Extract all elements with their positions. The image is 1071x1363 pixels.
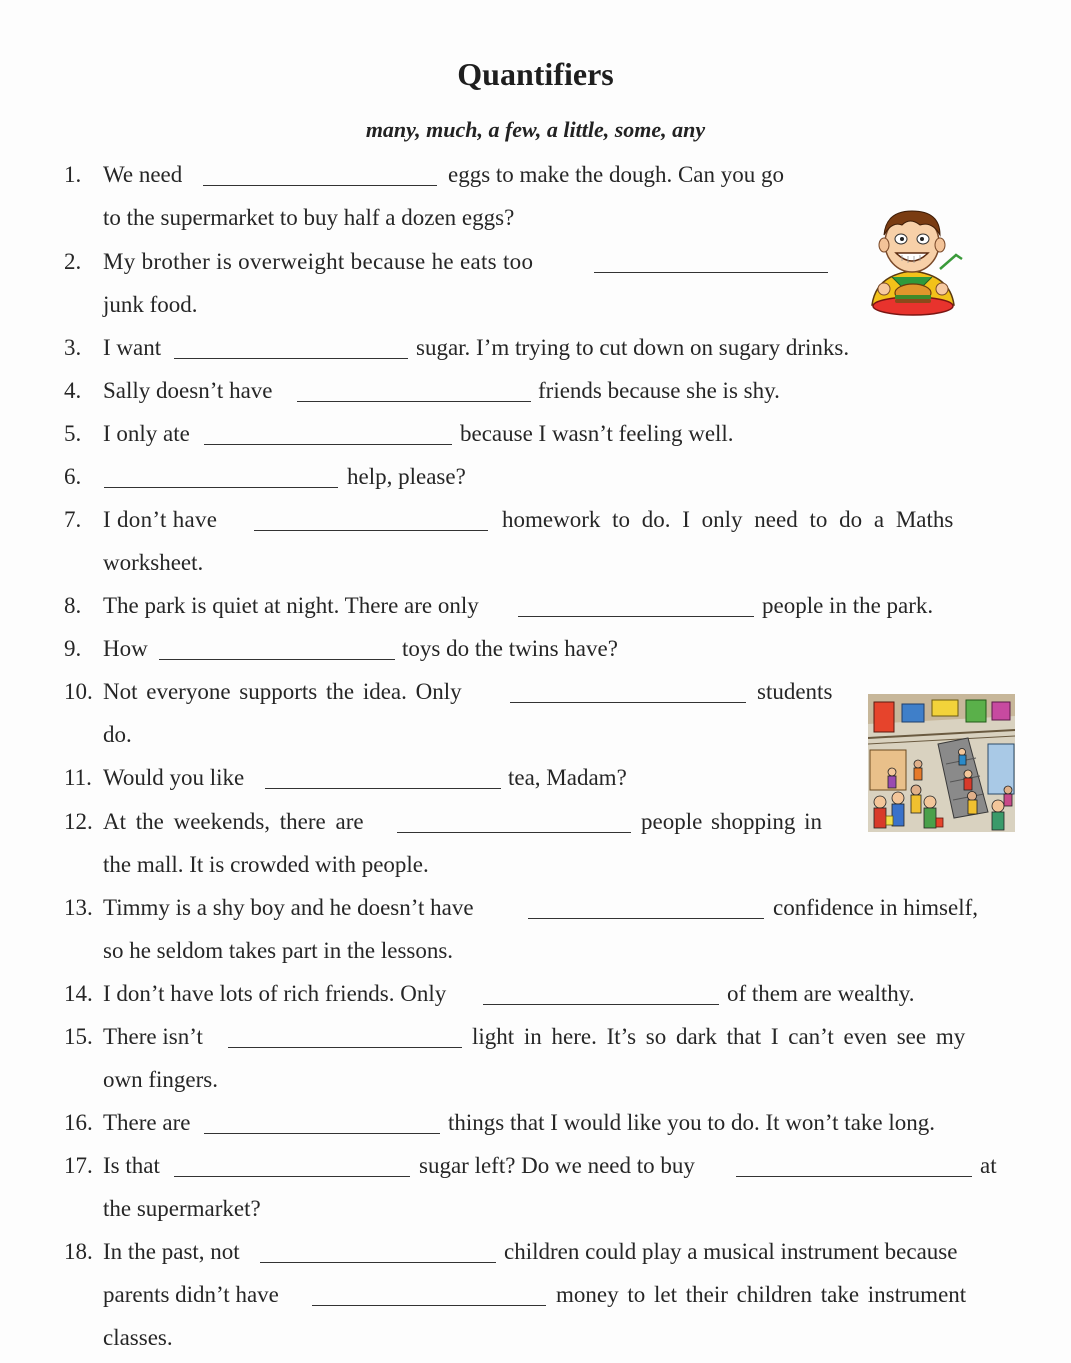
item-text-after: eggs to make the dough. Can you go (448, 162, 785, 187)
answer-blank[interactable] (174, 1156, 410, 1177)
item-text-after: money to let their children take instrument (556, 1282, 967, 1307)
item-number: 3. (64, 335, 82, 360)
item-number: 5. (64, 421, 82, 446)
item-text-after: of them are wealthy. (727, 981, 915, 1006)
item-text-before: There are (103, 1110, 191, 1135)
item-text-after: things that I would like you to do. It won’t take long. (448, 1110, 935, 1135)
item-text-after: confidence in himself, (773, 895, 979, 920)
item-number: 18. (64, 1239, 93, 1264)
item-text-after: children could play a musical instrument because (504, 1239, 958, 1264)
answer-blank[interactable] (397, 812, 631, 833)
item-text-before: Sally doesn’t have (103, 378, 273, 403)
answer-blank-2[interactable] (736, 1156, 972, 1177)
item-text-continued: the supermarket? (103, 1196, 261, 1221)
item-text-after: people shopping in (641, 809, 823, 834)
item-text-after: people in the park. (762, 593, 934, 618)
answer-blank[interactable] (260, 1242, 496, 1263)
item-text-before: How (103, 636, 148, 661)
answer-blank[interactable] (297, 381, 531, 402)
answer-blank[interactable] (228, 1027, 462, 1048)
answer-blank[interactable] (594, 252, 828, 273)
item-number: 6. (64, 464, 82, 489)
item-text-before: In the past, not (103, 1239, 240, 1264)
item-text-before: Timmy is a shy boy and he doesn’t have (103, 895, 474, 920)
item-text-before: There isn’t (103, 1024, 203, 1049)
item-text-before: Would you like (103, 765, 245, 790)
item-text-after: because I wasn’t feeling well. (460, 421, 734, 446)
item-text-before: I don’t have (103, 507, 218, 532)
item-text-before: I only ate (103, 421, 190, 446)
item-text-after: sugar. I’m trying to cut down on sugary drinks. (416, 335, 850, 360)
item-text-before: The park is quiet at night. There are only (103, 593, 479, 618)
item-number: 1. (64, 162, 82, 187)
item-number: 7. (64, 507, 82, 532)
answer-blank[interactable] (518, 596, 754, 617)
answer-blank[interactable] (510, 682, 746, 703)
subtitle-word-list: many, much, a few, a little, some, any (365, 117, 706, 142)
answer-blank[interactable] (204, 1113, 440, 1134)
item-number: 14. (64, 981, 93, 1006)
item-text-before: We need (103, 162, 183, 187)
item-text-after: students (757, 679, 833, 704)
answer-blank-2[interactable] (312, 1285, 546, 1306)
item-number: 2. (64, 249, 82, 274)
item-text-after: friends because she is shy. (538, 378, 780, 403)
answer-blank[interactable] (104, 467, 338, 488)
item-text-before: My brother is overweight because he eats too (103, 249, 534, 274)
item-text-after: help, please? (347, 464, 466, 489)
item-text-before: At the weekends, there are (103, 809, 364, 834)
item-text-continued: parents didn’t have (103, 1282, 279, 1307)
answer-blank[interactable] (265, 768, 501, 789)
answer-blank[interactable] (528, 898, 764, 919)
answer-blank[interactable] (204, 424, 452, 445)
item-text-continued: so he seldom takes part in the lessons. (103, 938, 454, 963)
item-text-after: toys do the twins have? (402, 636, 618, 661)
boy-eating-burger-illustration (862, 205, 964, 317)
page-title: Quantifiers (457, 56, 614, 92)
item-text-after: light in here. It’s so dark that I can’t even see my (472, 1024, 966, 1049)
item-number: 9. (64, 636, 82, 661)
item-number: 11. (64, 765, 92, 790)
item-text-after: homework to do. I only need to do a Maths (502, 507, 954, 532)
item-text-before: I don’t have lots of rich friends. Only (103, 981, 447, 1006)
item-text-middle: sugar left? Do we need to buy (419, 1153, 695, 1178)
answer-blank[interactable] (174, 338, 408, 359)
item-text-continued: to the supermarket to buy half a dozen eggs? (103, 205, 515, 230)
item-text-before: Is that (103, 1153, 160, 1178)
item-text-after: at (980, 1153, 997, 1178)
item-text-continued: junk food. (103, 292, 198, 317)
item-number: 15. (64, 1024, 93, 1049)
item-text-continued: own fingers. (103, 1067, 218, 1092)
item-number: 10. (64, 679, 93, 704)
item-text-before: Not everyone supports the idea. Only (103, 679, 462, 704)
item-number: 16. (64, 1110, 93, 1135)
item-text-continued: do. (103, 722, 132, 747)
item-number: 17. (64, 1153, 93, 1178)
item-number: 12. (64, 809, 93, 834)
item-text-before: I want (103, 335, 162, 360)
answer-blank[interactable] (483, 984, 719, 1005)
item-text-continued: the mall. It is crowded with people. (103, 852, 429, 877)
answer-blank[interactable] (203, 165, 437, 186)
item-text-after: tea, Madam? (508, 765, 627, 790)
item-number: 4. (64, 378, 82, 403)
item-text-continued: worksheet. (103, 550, 204, 575)
answer-blank[interactable] (254, 510, 488, 531)
item-number: 13. (64, 895, 93, 920)
crowded-mall-illustration (868, 694, 1015, 832)
answer-blank[interactable] (159, 639, 395, 660)
item-text-continued: classes. (103, 1325, 173, 1350)
item-number: 8. (64, 593, 82, 618)
